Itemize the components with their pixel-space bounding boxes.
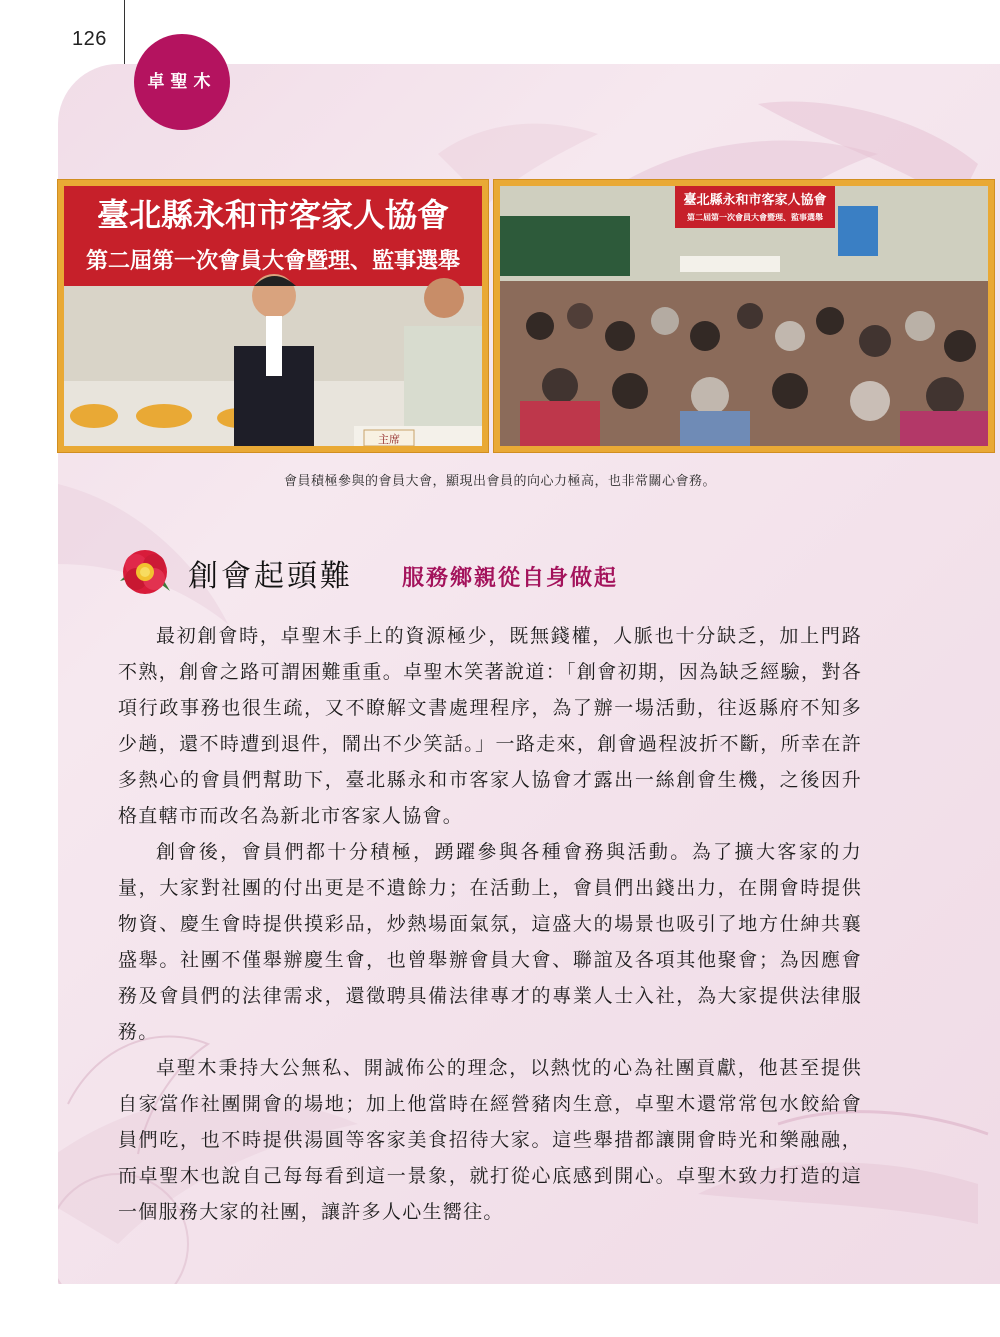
section-title: 創會起頭難 <box>188 559 353 594</box>
chairman-name-card: 主席 <box>378 433 400 446</box>
author-badge <box>134 34 230 130</box>
section-subtitle: 服務鄉親從自身做起 <box>402 566 619 591</box>
paragraph: 最初創會時，卓聖木手上的資源極少，既無錢權，人脈也十分缺乏，加上門路不熟，創會之路可謂困難重重。卓聖木笑著說道：「創會初期，因為缺乏經驗，對各項行政事務也很生疏，又不瞭解文書處理程序，為了辦一場活動，往返縣府不知多少趟，還不時遭到退件，鬧出不少笑話。」一路走來，創會過程波折不斷，所幸在許多熱心的會員們幫助下，臺北縣永和市客家人協會才露出一絲創會生機，之後因升格直轄市而改名為新北市客家人協會。 <box>118 625 862 827</box>
photo-general-assembly <box>494 180 994 452</box>
photo-caption: 會員積極參與的會員大會，顯現出會員的向心力極高，也非常關心會務。 <box>283 474 716 489</box>
header-divider <box>124 0 125 66</box>
section-heading <box>118 545 878 605</box>
camellia-flower-icon <box>118 545 172 599</box>
paragraph: 創會後，會員們都十分積極，踴躍參與各種會務與活動。為了擴大客家的力量，大家對社團的付出更是不遺餘力；在活動上，會員們出錢出力，在開會時提供物資、慶生會時提供摸彩品，炒熱場面氣氛，這盛大的場景也吸引了地方仕紳共襄盛舉。社團不僅舉辦慶生會，也曾舉辦會員大會、聯誼及各項其他聚會；為因應會務及會員們的法律需求，還徵聘具備法律專才的專業人士入社，為大家提供法律服務。 <box>118 841 862 1043</box>
right-banner-line1: 臺北縣永和市客家人協會 <box>683 193 827 208</box>
photo-president-speaking <box>58 180 488 452</box>
author-name: 卓聖木 <box>147 71 217 92</box>
article-body <box>118 618 862 1230</box>
left-banner-line2: 第二屆第一次會員大會暨理、監事選舉 <box>85 248 461 274</box>
left-banner-line1: 臺北縣永和市客家人協會 <box>96 196 450 234</box>
page-number: 126 <box>72 28 107 50</box>
paragraph: 卓聖木秉持大公無私、開誠佈公的理念，以熱忱的心為社團貢獻，他甚至提供自家當作社團開會的場地；加上他當時在經營豬肉生意，卓聖木還常常包水餃給會員們吃，也不時提供湯圓等客家美食招待大家。這些舉措都讓開會時光和樂融融，而卓聖木也說自己每每看到這一景象，就打從心底感到開心。卓聖木致力打造的這一個服務大家的社團，讓許多人心生嚮往。 <box>118 1057 862 1223</box>
right-banner-line2: 第二屆第一次會員大會暨理、監事選舉 <box>687 212 823 222</box>
